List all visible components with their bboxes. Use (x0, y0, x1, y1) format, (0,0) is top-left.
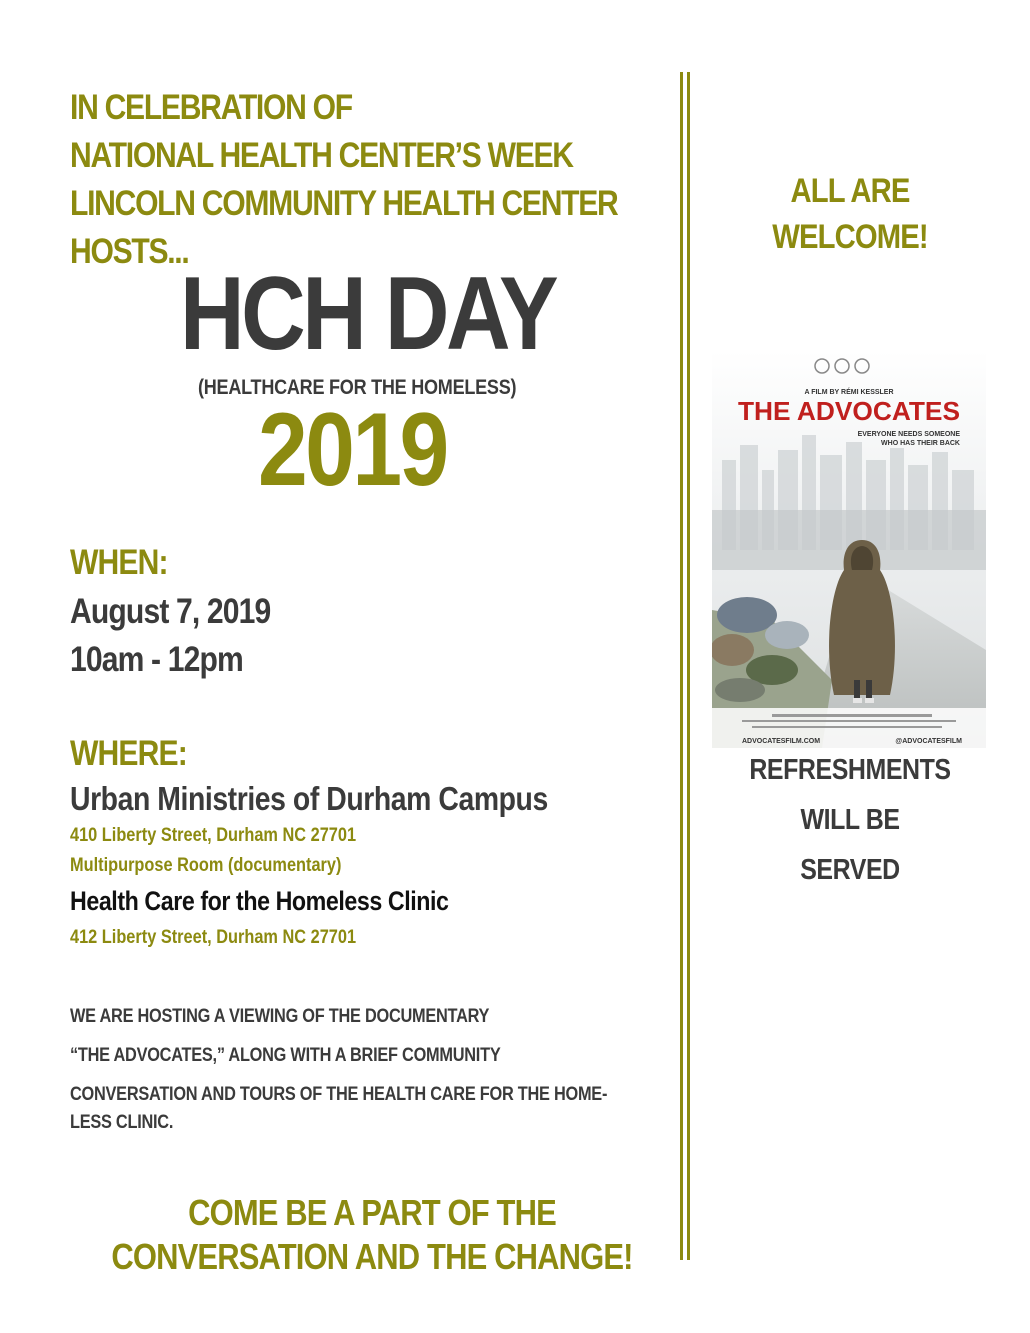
poster-tagline-2: WHO HAS THEIR BACK (881, 440, 960, 447)
closing-line-1: COME BE A PART OF THE (188, 1192, 556, 1233)
poster-website: ADVOCATESFILM.COM (742, 738, 821, 745)
poster-title: THE ADVOCATES (738, 396, 960, 426)
event-date: August 7, 2019 (70, 592, 271, 631)
where-label: WHERE: (70, 734, 187, 773)
event-title: HCH DAY (180, 256, 556, 372)
event-year: 2019 (258, 392, 447, 508)
refreshments-line-2: WILL BE (800, 804, 900, 836)
venue-address: 410 Liberty Street, Durham NC 27701 (70, 825, 357, 846)
column-divider (680, 72, 690, 1260)
film-poster (712, 350, 986, 748)
when-label: WHEN: (70, 543, 168, 582)
intro-line-2: NATIONAL HEALTH CENTER’S WEEK (70, 136, 573, 175)
poster-handle: @ADVOCATESFILM (895, 738, 962, 745)
refreshments-line-1: REFRESHMENTS (749, 754, 951, 786)
welcome-line-1: ALL ARE (790, 172, 910, 210)
event-time: 10am - 12pm (70, 640, 243, 679)
intro-line-3: LINCOLN COMMUNITY HEALTH CENTER (70, 184, 618, 223)
intro-line-4: HOSTS... (70, 232, 189, 271)
poster-tagline-1: EVERYONE NEEDS SOMEONE (857, 431, 960, 438)
intro-line-1: IN CELEBRATION OF (70, 88, 352, 127)
event-subtitle: (HEALTHCARE FOR THE HOMELESS) (198, 376, 517, 399)
poster-byline: A FILM BY RÉMI KESSLER (804, 389, 894, 396)
welcome-line-2: WELCOME! (772, 218, 928, 256)
description-line-1: WE ARE HOSTING A VIEWING OF THE DOCUMENTARY (70, 1006, 490, 1027)
refreshments-line-3: SERVED (800, 854, 900, 886)
closing-line-2: CONVERSATION AND THE CHANGE! (111, 1236, 633, 1277)
venue-name: Urban Ministries of Durham Campus (70, 780, 548, 817)
description-line-3: CONVERSATION AND TOURS OF THE HEALTH CARE FOR THE HOME- (70, 1084, 608, 1105)
venue-room: Multipurpose Room (documentary) (70, 855, 342, 876)
description-line-2: “THE ADVOCATES,” ALONG WITH A BRIEF COMMUNITY (70, 1045, 501, 1066)
description-line-4: LESS CLINIC. (70, 1112, 174, 1133)
clinic-address: 412 Liberty Street, Durham NC 27701 (70, 927, 357, 948)
clinic-name: Health Care for the Homeless Clinic (70, 886, 449, 916)
intro-heading (70, 84, 707, 276)
